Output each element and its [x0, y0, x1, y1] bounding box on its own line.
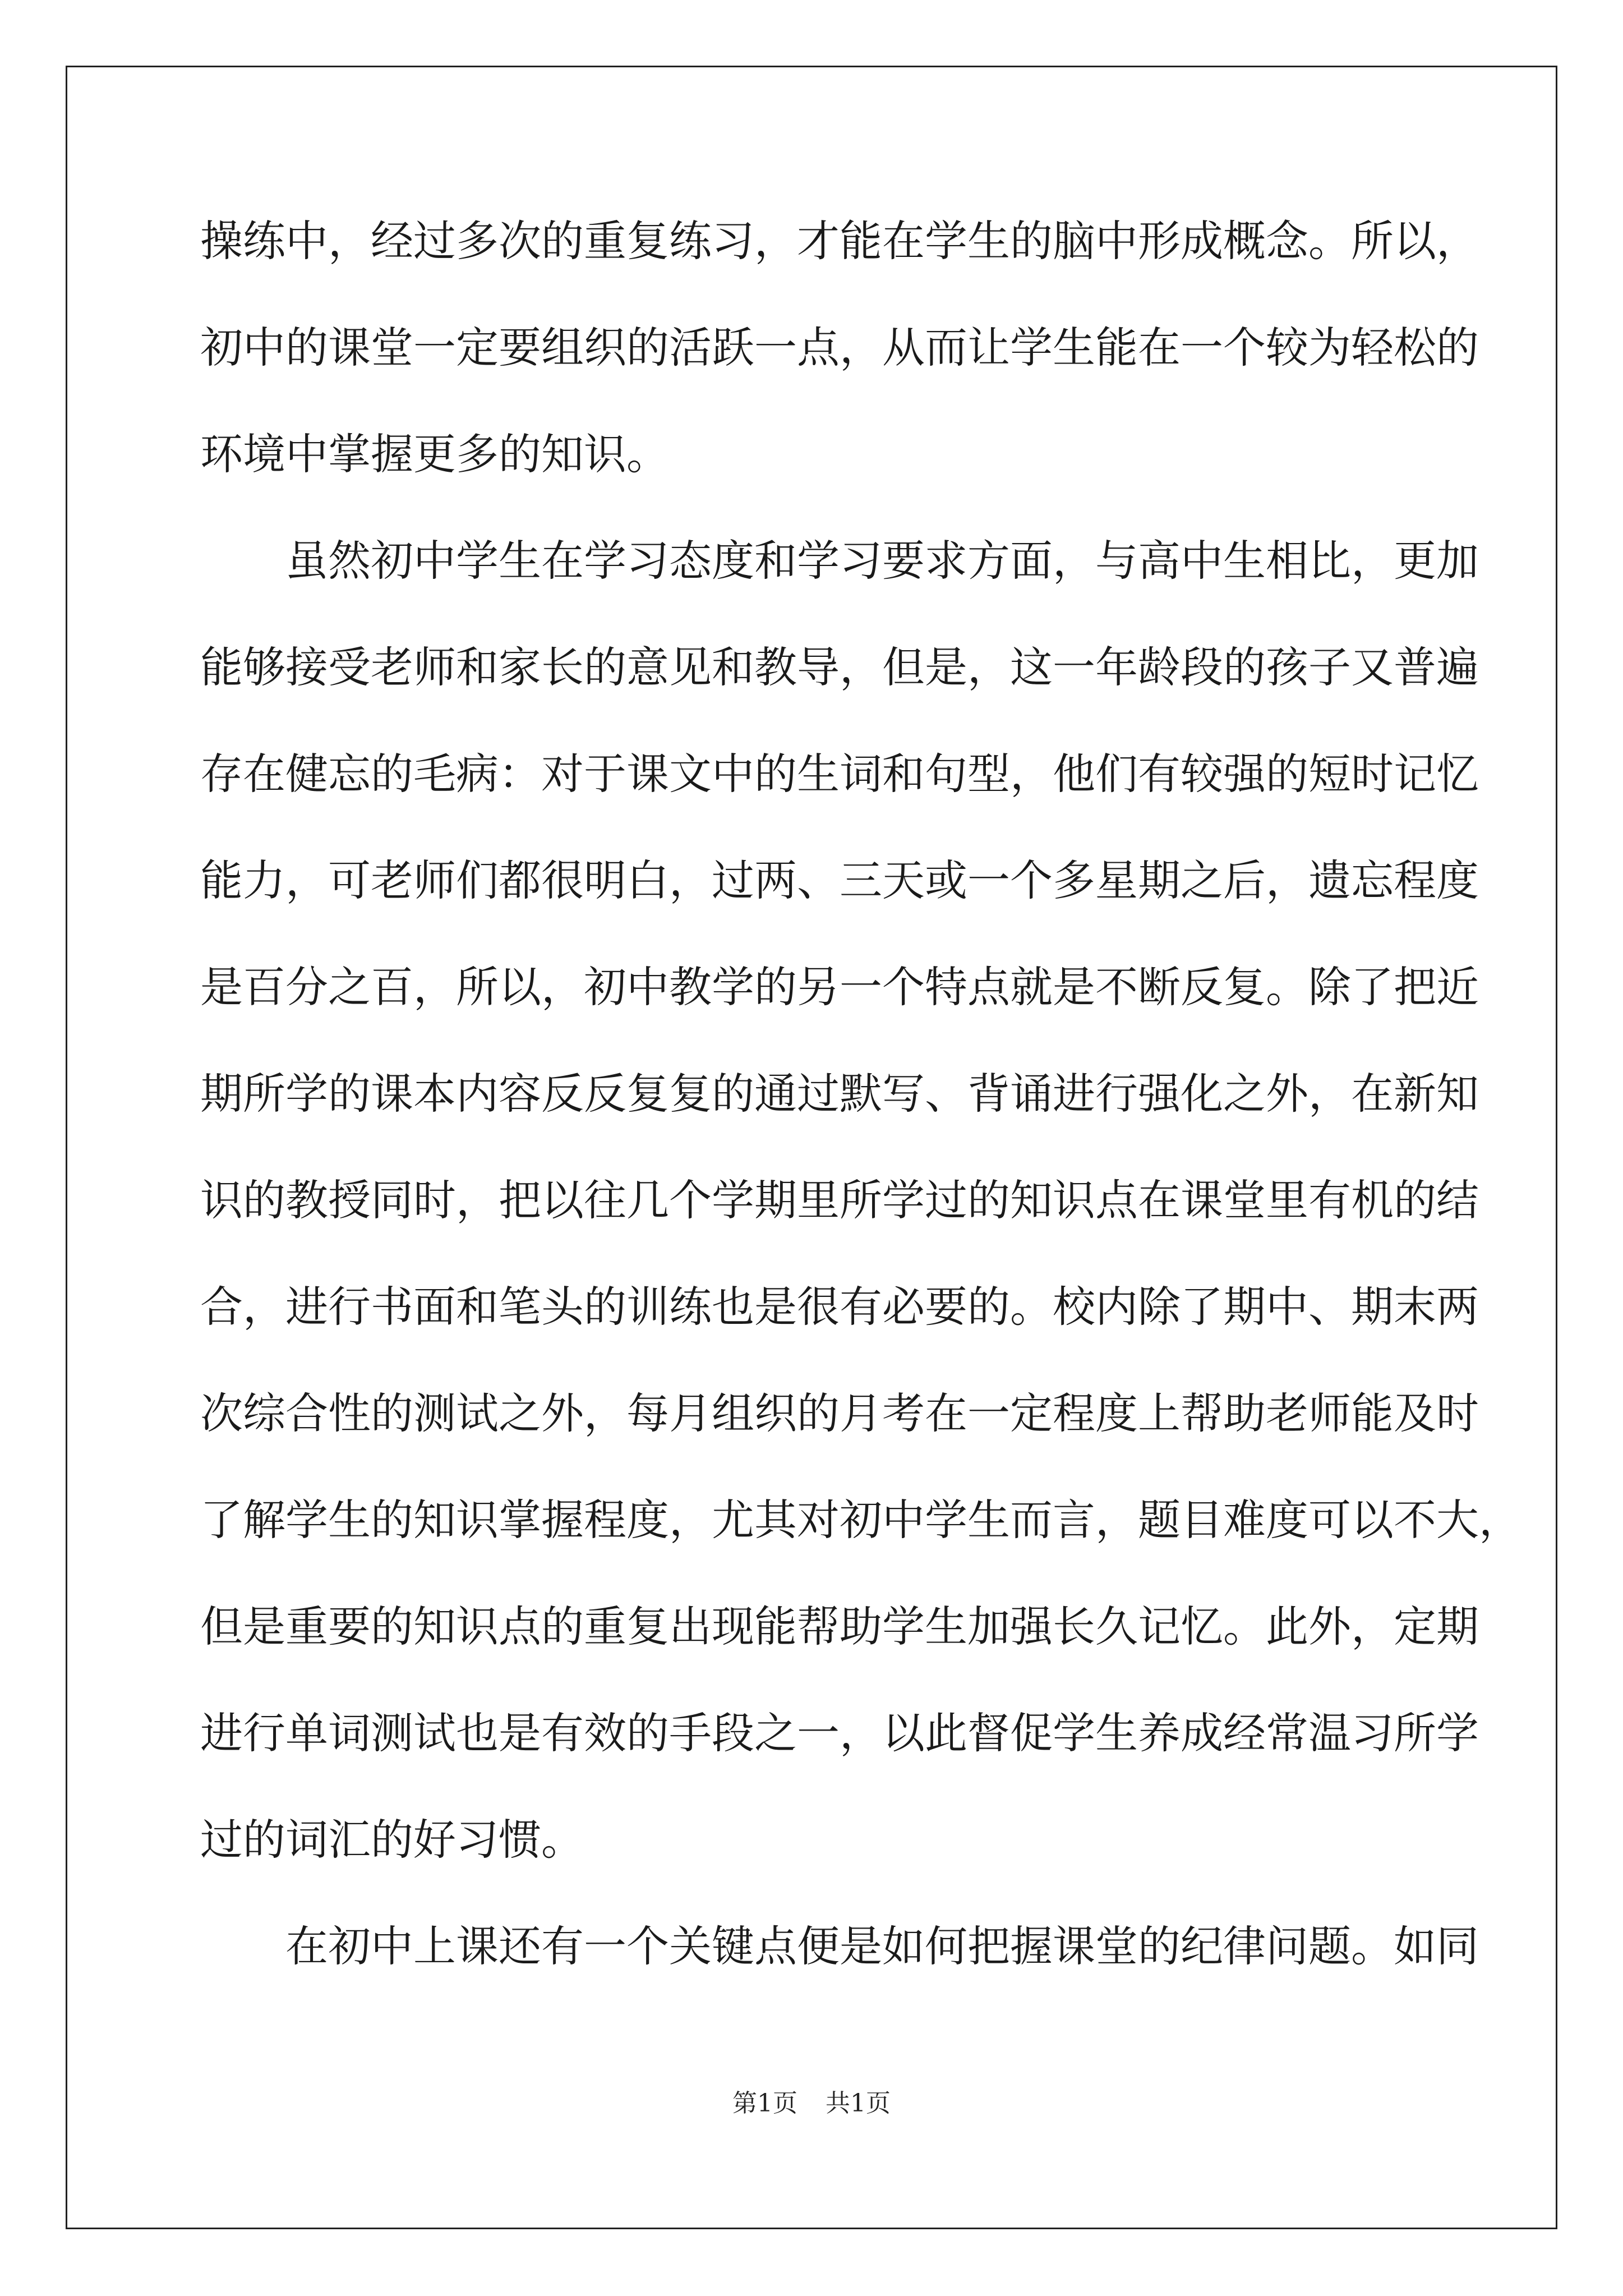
text-line: 初中的课堂一定要组织的活跃一点，从而让学生能在一个较为轻松的 [200, 323, 1479, 372]
text-line: 了解学生的知识掌握程度，尤其对初中学生而言，题目难度可以不大， [200, 1495, 1521, 1545]
text-line: 是百分之百，所以，初中教学的另一个特点就是不断反复。除了把近 [200, 962, 1479, 1012]
page-footer [0, 2087, 1623, 2120]
text-line: 环境中掌握更多的知识。 [200, 429, 669, 479]
text-line: 期所学的课本内容反反复复的通过默写、背诵进行强化之外，在新知 [200, 1069, 1479, 1119]
text-line: 次综合性的测试之外，每月组织的月考在一定程度上帮助老师能及时 [200, 1388, 1479, 1438]
paragraph-start-line: 虽然初中学生在学习态度和学习要求方面，与高中生相比，更加 [285, 536, 1479, 586]
text-line: 过的词汇的好习惯。 [200, 1815, 584, 1865]
page-number-current: 第1页 [732, 2089, 797, 2118]
text-line: 能够接受老师和家长的意见和教导，但是，这一年龄段的孩子又普遍 [200, 642, 1479, 692]
text-line: 操练中，经过多次的重复练习，才能在学生的脑中形成概念。所以， [200, 216, 1479, 266]
text-line: 但是重要的知识点的重复出现能帮助学生加强长久记忆。此外，定期 [200, 1602, 1479, 1651]
text-line: 存在健忘的毛病：对于课文中的生词和句型，他们有较强的短时记忆 [200, 749, 1479, 799]
text-line: 识的教授同时，把以往几个学期里所学过的知识点在课堂里有机的结 [200, 1175, 1479, 1225]
document-body [200, 188, 1521, 2000]
paragraph-start-line: 在初中上课还有一个关键点便是如何把握课堂的纪律问题。如同 [285, 1921, 1479, 1971]
text-line: 合，进行书面和笔头的训练也是很有必要的。校内除了期中、期末两 [200, 1282, 1479, 1332]
text-line: 能力，可老师们都很明白，过两、三天或一个多星期之后，遗忘程度 [200, 855, 1479, 905]
page-number-total: 共1页 [826, 2089, 891, 2118]
text-line: 进行单词测试也是有效的手段之一，以此督促学生养成经常温习所学 [200, 1708, 1479, 1758]
